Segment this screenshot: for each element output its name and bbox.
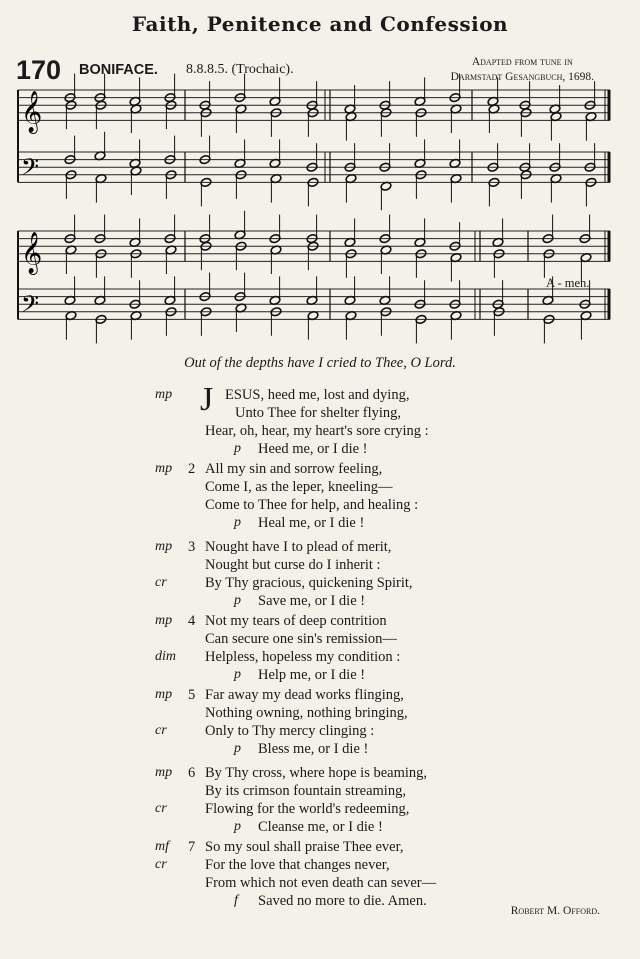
verse-line: By Thy gracious, quickening Spirit, xyxy=(205,575,413,591)
section-title: Faith, Penitence and Confession xyxy=(131,12,509,36)
verse-line: For the love that changes never, xyxy=(205,857,390,873)
dynamic-marking: mp xyxy=(155,461,173,476)
verse-number: 7 xyxy=(188,839,196,855)
verse-line: Unto Thee for shelter flying, xyxy=(235,405,402,421)
verse-line: Saved no more to die. Amen. xyxy=(258,893,427,909)
dynamic-marking: p xyxy=(234,667,241,682)
dynamic-marking: dim xyxy=(155,649,176,664)
author: Robert M. Offord. xyxy=(510,905,600,917)
drop-cap: J xyxy=(200,381,214,418)
verse-line: By Thy cross, where hope is beaming, xyxy=(205,765,428,781)
verse-line: Cleanse me, or I die ! xyxy=(258,819,383,835)
tune-name: BONIFACE. xyxy=(79,62,158,78)
bass-clef: 𝄢 xyxy=(21,152,40,186)
verse-line: Hear, oh, hear, my heart's sore crying : xyxy=(205,423,429,439)
treble-clef: 𝄞 xyxy=(21,91,43,133)
dynamic-marking: cr xyxy=(155,575,167,590)
dynamic-marking: p xyxy=(234,741,241,756)
dynamic-marking: p xyxy=(234,515,241,530)
verse-line: Nought but curse do I inherit : xyxy=(205,557,381,573)
verse-number: 2 xyxy=(188,461,196,477)
verse-line: From which not even death can sever— xyxy=(205,875,437,891)
dynamic-marking: cr xyxy=(155,857,167,872)
dynamic-marking: cr xyxy=(155,801,167,816)
verse-line: Help me, or I die ! xyxy=(258,667,366,683)
verse-line: Far away my dead works flinging, xyxy=(205,687,404,703)
hymn-number: 170 xyxy=(16,55,62,85)
verse-line: So my soul shall praise Thee ever, xyxy=(205,839,404,855)
dynamic-marking: mp xyxy=(155,613,173,628)
verse-number: 6 xyxy=(188,765,196,781)
amen-label: A - men. xyxy=(546,276,590,290)
verse-line: Heal me, or I die ! xyxy=(258,515,365,531)
dynamic-marking: mp xyxy=(155,687,173,702)
dynamic-marking: p xyxy=(234,441,241,456)
verse-number: 5 xyxy=(188,687,196,703)
verse-line: Only to Thy mercy clinging : xyxy=(205,723,375,739)
verse-line: Save me, or I die ! xyxy=(258,593,366,609)
verse-line: By its crimson fountain streaming, xyxy=(205,783,406,799)
treble-clef: 𝄞 xyxy=(21,232,43,274)
music-score xyxy=(0,0,640,345)
dynamic-marking: mp xyxy=(155,765,173,780)
verse-line: Bless me, or I die ! xyxy=(258,741,369,757)
source-line-1: Adapted from tune in xyxy=(471,56,573,68)
verse-line: Come I, as the leper, kneeling— xyxy=(205,479,393,495)
verse-line: Come to Thee for help, and healing : xyxy=(205,497,419,513)
dynamic-marking: mp xyxy=(155,387,173,402)
verse-line: Not my tears of deep contrition xyxy=(205,613,387,629)
dynamic-marking: cr xyxy=(155,723,167,738)
bass-clef: 𝄢 xyxy=(21,289,40,323)
verse-line: Flowing for the world's redeeming, xyxy=(205,801,410,817)
verse-number: 3 xyxy=(188,539,196,555)
epigraph: Out of the depths have I cried to Thee, O Lord. xyxy=(184,355,456,371)
verse-line: Can secure one sin's remission— xyxy=(205,631,397,647)
dynamic-marking: f xyxy=(234,893,238,908)
verse-line: All my sin and sorrow feeling, xyxy=(205,461,383,477)
verse-number: 4 xyxy=(188,613,196,629)
verse-line: Nought have I to plead of merit, xyxy=(205,539,392,555)
tune-meter: 8.8.8.5. (Trochaic). xyxy=(186,62,294,77)
verse-line: Helpless, hopeless my condition : xyxy=(205,649,401,665)
verse-line: ESUS, heed me, lost and dying, xyxy=(225,387,410,403)
dynamic-marking: mf xyxy=(155,839,169,854)
dynamic-marking: p xyxy=(234,819,241,834)
verse-line: Heed me, or I die ! xyxy=(258,441,368,457)
dynamic-marking: mp xyxy=(155,539,173,554)
dynamic-marking: p xyxy=(234,593,241,608)
verse-line: Nothing owning, nothing bringing, xyxy=(205,705,408,721)
source-line-2: Darmstadt Gesangbuch, 1698. xyxy=(450,71,594,83)
